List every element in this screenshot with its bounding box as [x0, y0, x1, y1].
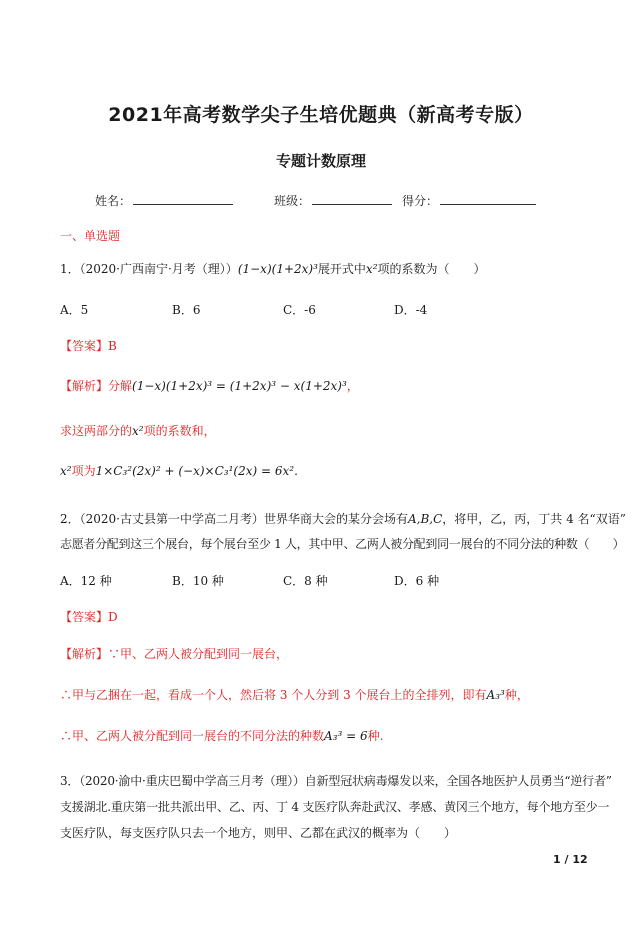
q1-line3-end: . — [294, 464, 298, 478]
score-field[interactable] — [402, 192, 536, 209]
q2-line1-suffix: ，将甲，乙，丙，丁共 4 名“双语” — [442, 512, 626, 526]
q2-line2-b: 种， — [504, 688, 529, 702]
q1-answer — [60, 337, 117, 354]
q2-line3-a: ∴甲、乙两人被分配到同一展台的不同分法的种数 — [60, 729, 325, 743]
name-blank[interactable] — [133, 192, 233, 205]
q2-option-d: D．6 种 — [394, 574, 440, 588]
name-field[interactable] — [95, 192, 233, 209]
document-subtitle: 专题计数原理 — [275, 152, 366, 170]
class-blank[interactable] — [312, 192, 392, 205]
question-1-source: 1．（2020·广西南宁·月考（理）） — [60, 262, 238, 276]
q1-option-b: B．6 — [172, 303, 201, 317]
q2-line1-prefix: 2．（2020·古丈县第一中学高二月考）世界华商大会的某分会场有 — [60, 512, 408, 526]
q1-line3-text: 项为 — [71, 464, 96, 478]
q1-analysis-formula: (1−x)(1+2x)³ = (1+2x)³ − x(1+2x)³ — [132, 379, 347, 393]
question-3-stem-line-1: 3．（2020·渝中·重庆巴蜀中学高三月考（理））自新型冠状病毒爆发以来，全国各地医护人员勇当“逆行者” — [60, 774, 612, 788]
q2-line3-math: A₃³ = 6 — [324, 729, 368, 743]
question-3-stem-line-3: 支医疗队，每支医疗队只去一个地方，则甲、乙都在武汉的概率为（ ） — [60, 826, 457, 840]
q2-analysis — [60, 645, 288, 662]
q1-line2-b: 项的系数和， — [143, 424, 216, 438]
q2-line3-b: 种. — [367, 729, 384, 743]
page-number: 1 / 12 — [553, 853, 588, 866]
q2-analysis-line-2 — [60, 686, 529, 703]
q1-line2-a: 求这两部分的 — [60, 424, 133, 438]
score-blank[interactable] — [440, 192, 536, 205]
q2-line2-math: A₃³ — [486, 688, 505, 702]
q1-analysis-line-2 — [60, 422, 216, 439]
q1-analysis-tag: 【解析】 — [60, 379, 109, 393]
document-title: 2021年高考数学尖子生培优题典（新高考专版） — [108, 104, 534, 126]
class-field[interactable] — [274, 192, 392, 209]
question-2-stem-line-1 — [60, 510, 626, 527]
section-heading: 一、单选题 — [60, 229, 121, 243]
q2-answer-tag: 【答案】 — [60, 610, 109, 624]
q2-answer — [60, 608, 118, 625]
q2-line2-a: ∴甲与乙捆在一起，看成一个人，然后将 3 个人分到 3 个展台上的全排列，即有 — [60, 688, 487, 702]
question-1-text-a: 展开式中 — [317, 262, 366, 276]
q1-line2-term: x² — [132, 424, 144, 438]
q2-answer-value: D — [108, 610, 118, 624]
q2-analysis-line-3 — [60, 727, 383, 744]
question-1-term: x² — [365, 262, 378, 276]
q2-option-a: A．12 种 — [60, 574, 112, 588]
q2-option-c: C．8 种 — [283, 574, 328, 588]
question-3-stem-line-2: 支援湖北.重庆第一批共派出甲、乙、丙、丁 4 支医疗队奔赴武汉、孝感、黄冈三个地方，每个地方至少一 — [60, 800, 610, 814]
q1-option-a: A．5 — [60, 303, 89, 317]
q2-option-b: B．10 种 — [172, 574, 224, 588]
score-label: 得分： — [402, 194, 439, 208]
q1-line3-formula: 1×C₃²(2x)² + (−x)×C₃¹(2x) = 6x² — [95, 464, 295, 478]
q1-line3-term: x² — [60, 464, 72, 478]
question-1-stem — [60, 260, 486, 277]
class-label: 班级： — [274, 194, 311, 208]
q1-analysis-lead: 分解 — [108, 379, 133, 393]
question-1-expression: (1−x)(1+2x)³ — [237, 262, 318, 276]
question-1-text-b: 项的系数为（ ） — [377, 262, 486, 276]
q2-analysis-tag: 【解析】 — [60, 647, 109, 661]
q1-option-d: D．-4 — [394, 303, 428, 317]
name-label: 姓名： — [95, 194, 132, 208]
q1-answer-tag: 【答案】 — [60, 339, 109, 353]
q2-analysis-line-1: ∵甲、乙两人被分配到同一展台， — [108, 647, 289, 661]
q1-analysis-line-3 — [60, 462, 298, 479]
q1-analysis — [60, 377, 359, 394]
q1-analysis-end: ， — [346, 379, 359, 393]
q2-line1-math: A,B,C — [408, 512, 443, 526]
q1-answer-value: B — [108, 339, 117, 353]
question-2-stem-line-2: 志愿者分配到这三个展台，每个展台至少 1 人，其中甲、乙两人被分配到同一展台的不同分法的种数（ ） — [60, 537, 625, 551]
q1-option-c: C．-6 — [283, 303, 316, 317]
